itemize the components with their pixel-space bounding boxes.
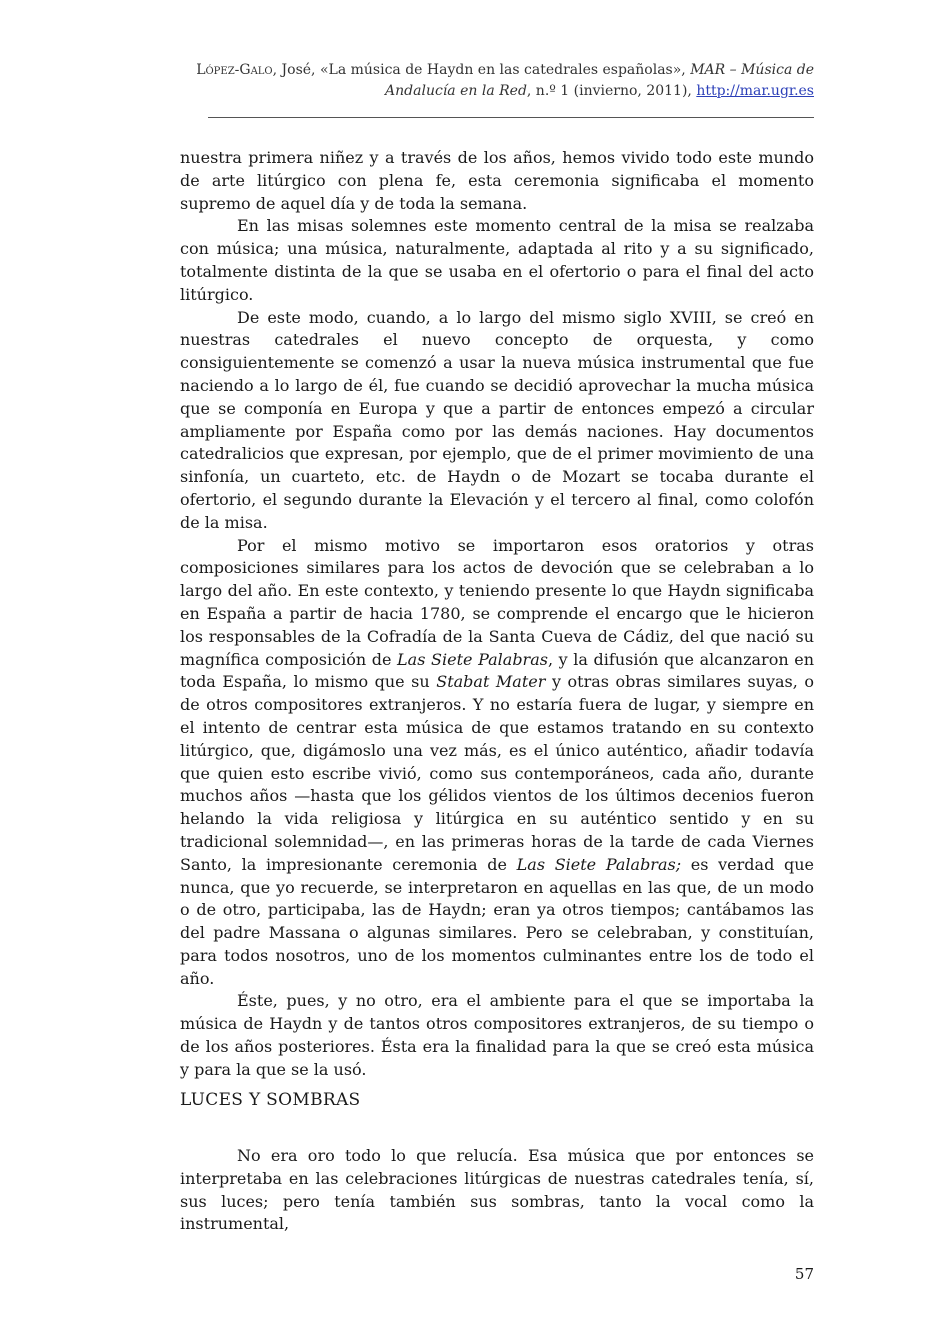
- paragraph-4: [180, 535, 814, 991]
- paragraph-5: Éste, pues, y no otro, era el ambiente para el que se importaba la música de Haydn y de tantos otros compositores extranjeros, de su tiempo o de los años posteriores. Ésta era la finalidad para la que se creó esta música y para la que se la usó.: [180, 991, 814, 1079]
- header-citation: , José, «La música de Haydn en las catedrales españolas»,: [272, 62, 691, 78]
- work-title-siete-palabras-2: Las Siete Palabras;: [516, 854, 682, 874]
- paragraph-2: En las misas solemnes este momento central de la misa se realzaba con música; una música, naturalmente, adaptada al rito y a su significado, totalmente distinta de la que se usaba en el ofertorio o para el final del acto litúrgico.: [180, 216, 814, 304]
- page-number: 57: [794, 1265, 814, 1283]
- work-title-stabat-mater: Stabat Mater: [436, 672, 546, 692]
- paragraph-3: De este modo, cuando, a lo largo del mismo siglo XVIII, se creó en nuestras catedrales el nuevo concepto de orquesta, y como consiguientemente se comenzó a usar la nueva música instrumental que fue naciendo a lo largo de él, fue cuando se decidió aprovechar la mucha música que se componía en Europa y que a partir de entonces empezó a circular ampliamente por España como por las demás naciones. Hay documentos catedralicios que expresan, por ejemplo, que de el primer movimiento de una sinfonía, un cuarteto, etc. de Haydn o de Mozart se tocaba durante el ofertorio, el segundo durante la Elevación y el tercero al final, como colofón de la misa.: [180, 307, 814, 532]
- section-heading: LUCES Y SOMBRAS: [180, 1090, 361, 1110]
- paragraph-1: nuestra primera niñez y a través de los años, hemos vivido todo este mundo de arte litúrgico con plena fe, esta ceremonia significaba el momento supremo de aquel día y de toda la semana.: [180, 148, 814, 213]
- running-header: [180, 60, 814, 102]
- paragraph-4-part-c: y otras obras similares suyas, o de otros compositores extranjeros. Y no estaría fuera de lugar, y siempre en el intento de centrar esta música de que estamos tratando en su contexto litúrgico, que, digámoslo una vez más, es el único auténtico, añadir todavía que quien esto escribe vivió, como sus contemporáneos, cada año, durante muchos años —hasta que los gélidos vientos de los últimos decenios fueron helando la vida religiosa y litúrgica en su auténtico sentido y en su tradicional solemnidad—, en las primeras horas de la tarde de cada Viernes Santo, la impresionante ceremonia de: [180, 672, 815, 874]
- header-author-surname: López-Galo: [196, 62, 273, 78]
- header-journal: MAR – Música de Andalucía en la Red: [385, 62, 814, 99]
- paragraph-4-part-b: , y la difusión que alcanzaron en toda España, lo mismo que su: [180, 649, 814, 692]
- header-issue: , n.º 1 (invierno, 2011),: [526, 83, 697, 99]
- work-title-siete-palabras: Las Siete Palabras: [397, 649, 548, 669]
- section-paragraph-1: No era oro todo lo que relucía. Esa música que por entonces se interpretaba en las celebraciones litúrgicas de nuestras catedrales tenía, sí, sus luces; pero tenía también sus sombras, tanto la vocal como la instrumental,: [180, 1146, 814, 1234]
- header-url-link[interactable]: http://mar.ugr.es: [696, 83, 814, 99]
- paragraph-4-part-d: es verdad que nunca, que yo recuerde, se interpretaron en aquellas en las que, de un modo o de otro, participaba, las de Haydn; eran ya otros tiempos; cantábamos las del padre Massana o algunas similares. Pero se celebraban, y constituían, para todos nosotros, uno de los momentos culminantes entre los de todo el año.: [180, 854, 815, 988]
- section-body-text: [180, 1145, 814, 1236]
- header-divider: [208, 117, 814, 118]
- paragraph-4-part-a: Por el mismo motivo se importaron esos oratorios y otras composiciones similares para los actos de devoción que se celebraban a lo largo del año. En este contexto, y teniendo presente lo que Haydn significaba en España a partir de hacia 1780, se comprende el encargo que le hicieron los responsables de la Cofradía de la Santa Cueva de Cádiz, del que nació su magnífica composición de: [180, 535, 814, 669]
- body-text: [180, 147, 814, 1082]
